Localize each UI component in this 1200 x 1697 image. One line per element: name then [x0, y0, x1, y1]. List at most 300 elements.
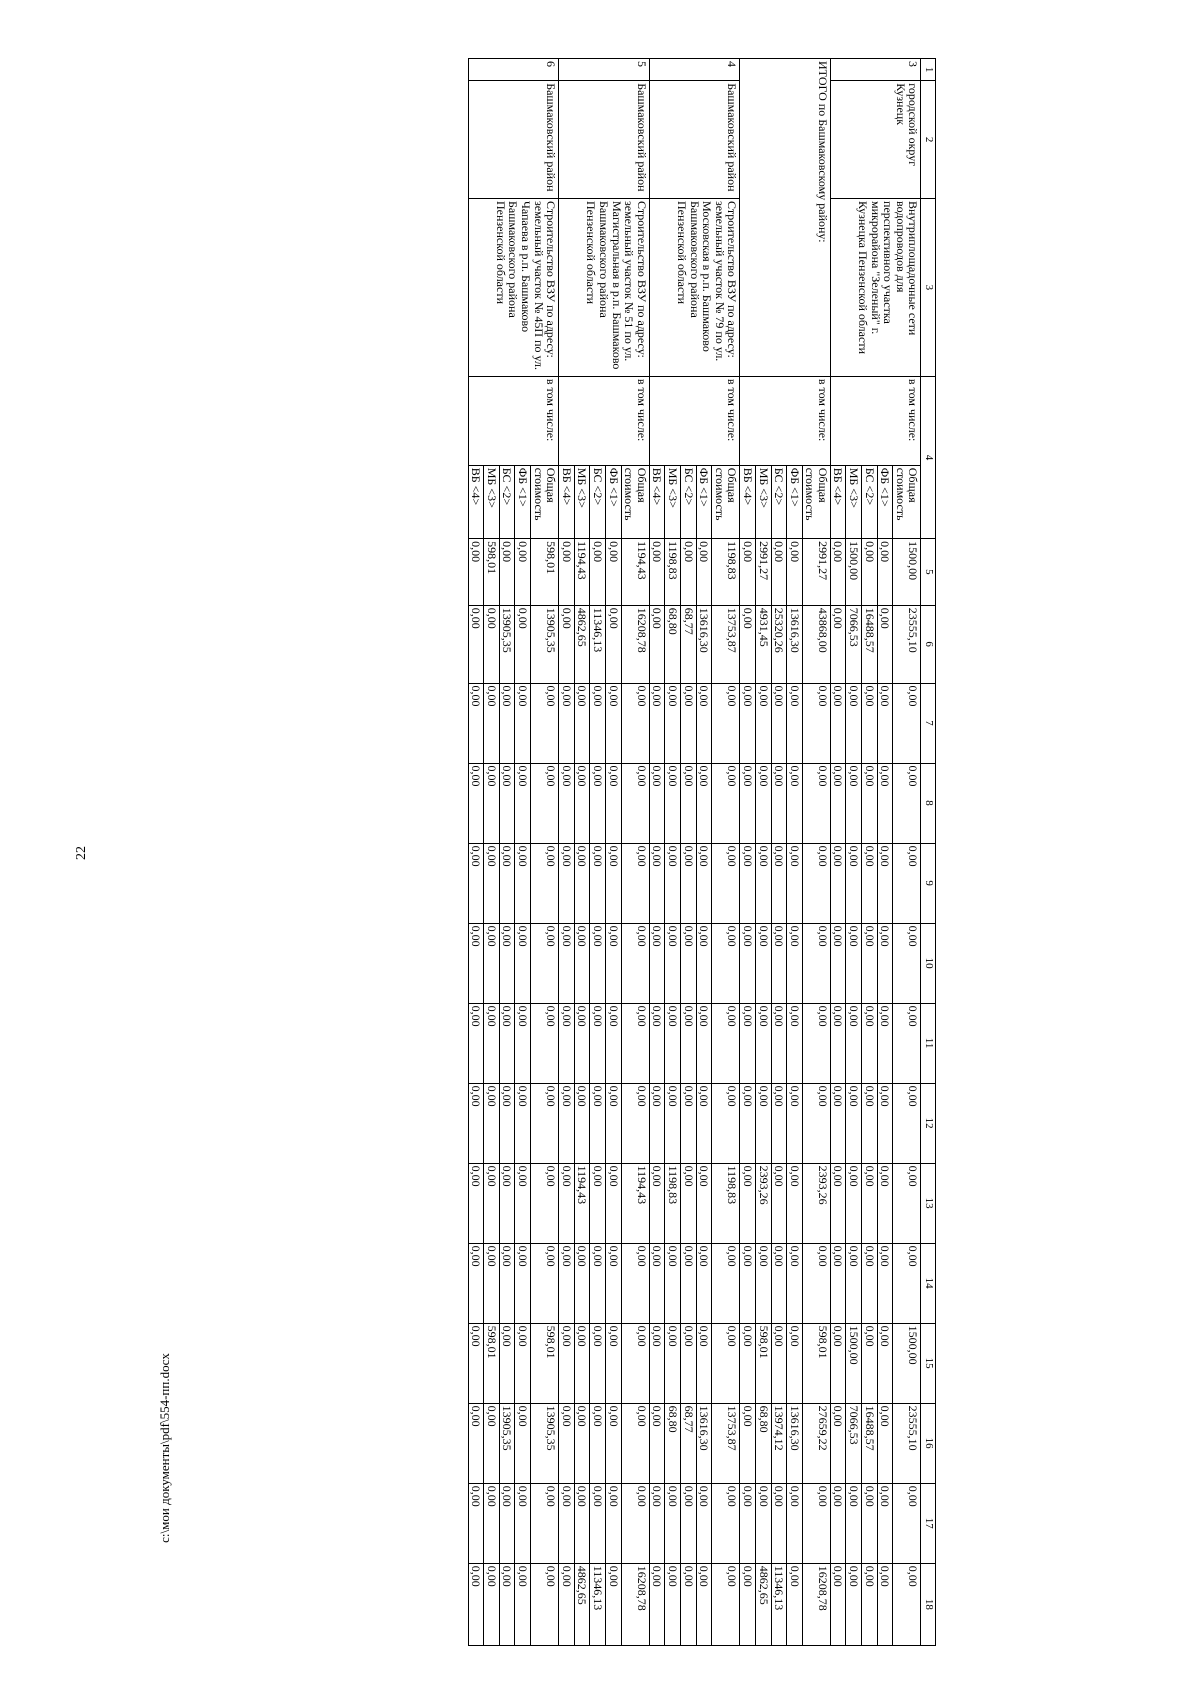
table-cell-value: 0,00 [712, 683, 740, 763]
table-cell-value: 16208,78 [802, 1563, 830, 1645]
table-cell-value: 0,00 [559, 763, 575, 843]
table-cell-value: 1194,43 [574, 539, 590, 606]
table-cell-value: 0,00 [740, 1403, 756, 1483]
table-cell-value: 0,00 [605, 605, 621, 683]
table-cell-value: 16488,57 [862, 1403, 878, 1483]
table-cell-value: 0,00 [893, 1563, 921, 1645]
table-cell-value: 0,00 [590, 539, 606, 606]
table-cell-value: 0,00 [802, 843, 830, 923]
table-cell-value: 0,00 [755, 683, 771, 763]
table-cell-value: 0,00 [468, 1403, 484, 1483]
table-cell-value: 0,00 [665, 843, 681, 923]
table-cell-value: 0,00 [484, 683, 500, 763]
table-cell-value: 0,00 [877, 1243, 893, 1323]
table-cell-value: 0,00 [893, 1483, 921, 1563]
table-cell-value: 0,00 [515, 1483, 531, 1563]
page-number: 22 [74, 846, 89, 860]
district-name: Башмаковский район [649, 81, 740, 199]
table-cell-value: 0,00 [696, 1163, 712, 1243]
table-cell-value: 0,00 [515, 923, 531, 1003]
table-cell-value: 0,00 [740, 763, 756, 843]
table-cell-value: 0,00 [590, 1243, 606, 1323]
table-cell-value: 0,00 [680, 763, 696, 843]
table-cell-value: 0,00 [649, 843, 665, 923]
table-cell-value: 0,00 [846, 1083, 862, 1163]
table-cell-value: 0,00 [846, 1243, 862, 1323]
table-cell-value: 0,00 [649, 1003, 665, 1083]
table-cell-value: 1198,83 [712, 539, 740, 606]
table-cell-value: 0,00 [787, 1323, 803, 1403]
table-cell-value: 0,00 [605, 539, 621, 606]
table-cell-value: 0,00 [605, 1003, 621, 1083]
table-cell-value: 1500,00 [893, 1323, 921, 1403]
table-cell-value: 0,00 [559, 1163, 575, 1243]
column-number: 4 [921, 376, 936, 538]
table-cell-value: 1500,00 [846, 1323, 862, 1403]
funding-source-label: ВБ <4> [830, 465, 846, 538]
column-number: 7 [921, 683, 936, 763]
table-cell-value: 13905,35 [499, 605, 515, 683]
table-cell-value: 0,00 [468, 1483, 484, 1563]
table-cell-value: 2393,26 [802, 1163, 830, 1243]
table-cell-value: 0,00 [771, 843, 787, 923]
table-cell-value: 0,00 [712, 763, 740, 843]
table-cell-value: 0,00 [877, 683, 893, 763]
table-cell-value: 0,00 [680, 539, 696, 606]
table-cell-value: 0,00 [787, 539, 803, 606]
table-cell-value: 0,00 [605, 1563, 621, 1645]
table-cell-value: 0,00 [755, 843, 771, 923]
table-cell-value: 0,00 [499, 763, 515, 843]
table-cell-value: 0,00 [665, 763, 681, 843]
table-cell-value: 598,01 [531, 1323, 559, 1403]
table-cell-value: 1198,83 [712, 1163, 740, 1243]
column-number: 2 [921, 81, 936, 199]
table-cell-value: 0,00 [649, 1243, 665, 1323]
table-cell-value: 0,00 [621, 763, 649, 843]
column-number: 13 [921, 1163, 936, 1243]
table-cell-value: 0,00 [830, 923, 846, 1003]
table-cell-value: 0,00 [877, 1083, 893, 1163]
table-cell-value: 0,00 [893, 843, 921, 923]
table-cell-value: 0,00 [877, 1403, 893, 1483]
table-cell-value: 0,00 [559, 1243, 575, 1323]
table-cell-value: 1198,83 [665, 539, 681, 606]
table-cell-value: 0,00 [740, 539, 756, 606]
table-row [712, 59, 740, 1646]
table-cell-value: 0,00 [605, 843, 621, 923]
table-cell-value: 0,00 [621, 923, 649, 1003]
table-cell-value: 0,00 [468, 1563, 484, 1645]
table-cell-value: 68,80 [755, 1403, 771, 1483]
funding-source-label: МБ <3> [846, 465, 862, 538]
funding-source-label: БС <2> [680, 465, 696, 538]
table-cell-value: 1194,43 [621, 1163, 649, 1243]
funding-source-label: БС <2> [862, 465, 878, 538]
table-cell-value: 0,00 [771, 1083, 787, 1163]
district-name: Башмаковский район [559, 81, 650, 199]
table-cell-value: 0,00 [755, 1243, 771, 1323]
table-cell-value: 0,00 [787, 1003, 803, 1083]
table-cell-value: 0,00 [515, 763, 531, 843]
table-cell-value: 0,00 [621, 1483, 649, 1563]
table-cell-value: 0,00 [755, 763, 771, 843]
table-cell-value: 0,00 [771, 683, 787, 763]
table-cell-value: 0,00 [531, 923, 559, 1003]
table-cell-value: 0,00 [696, 1083, 712, 1163]
funding-source-label: ФБ <1> [696, 465, 712, 538]
table-cell-value: 0,00 [893, 1083, 921, 1163]
table-cell-value: 13905,35 [499, 1403, 515, 1483]
district-name: городской округ Кузнецк [830, 81, 921, 199]
table-cell-value: 0,00 [484, 1243, 500, 1323]
table-cell-value: 0,00 [830, 683, 846, 763]
table-cell-value: 0,00 [484, 605, 500, 683]
table-cell-value: 4862,65 [574, 605, 590, 683]
table-cell-value: 0,00 [559, 539, 575, 606]
table-cell-value: 0,00 [574, 683, 590, 763]
table-cell-value: 0,00 [830, 1163, 846, 1243]
table-cell-value: 0,00 [712, 1483, 740, 1563]
table-cell-value: 0,00 [787, 763, 803, 843]
table-cell-value: 0,00 [468, 843, 484, 923]
table-cell-value: 0,00 [680, 1483, 696, 1563]
table-cell-value: 0,00 [877, 1003, 893, 1083]
table-cell-value: 16488,57 [862, 605, 878, 683]
table-cell-value: 0,00 [771, 1003, 787, 1083]
table-cell-value: 0,00 [559, 605, 575, 683]
table-cell-value: 0,00 [590, 1003, 606, 1083]
table-cell-value: 0,00 [574, 1003, 590, 1083]
table-cell-value: 0,00 [574, 763, 590, 843]
table-cell-value: 0,00 [605, 1403, 621, 1483]
table-cell-value: 0,00 [499, 683, 515, 763]
table-cell-value: 0,00 [484, 1483, 500, 1563]
table-cell-value: 13974,12 [771, 1403, 787, 1483]
table-cell-value: 0,00 [712, 1003, 740, 1083]
table-cell-value: 0,00 [771, 763, 787, 843]
table-cell-value: 0,00 [665, 683, 681, 763]
table-cell-value: 0,00 [605, 1163, 621, 1243]
table-cell-value: 0,00 [515, 1403, 531, 1483]
table-cell-value: 13616,30 [787, 605, 803, 683]
table-cell-value: 0,00 [877, 1163, 893, 1243]
table-cell-value: 68,80 [665, 1403, 681, 1483]
column-number-row [921, 59, 936, 1646]
table-cell-value: 0,00 [499, 923, 515, 1003]
table-cell-value: 0,00 [830, 1563, 846, 1645]
funding-source-label: Общая стоимость [893, 465, 921, 538]
total-label: ИТОГО по Башмаковскому району: [740, 59, 831, 377]
table-cell-value: 0,00 [590, 843, 606, 923]
table-cell-value: 0,00 [862, 1483, 878, 1563]
table-cell-value: 0,00 [484, 923, 500, 1003]
table-cell-value: 23555,10 [893, 1403, 921, 1483]
table-cell-value: 0,00 [802, 1083, 830, 1163]
table-cell-value: 0,00 [680, 843, 696, 923]
column-number: 5 [921, 539, 936, 606]
table-cell-value: 0,00 [862, 1163, 878, 1243]
table-cell-value: 0,00 [846, 923, 862, 1003]
table-cell-value: 598,01 [802, 1323, 830, 1403]
table-cell-value: 7066,53 [846, 605, 862, 683]
table-cell-value: 0,00 [621, 683, 649, 763]
table-cell-value: 0,00 [771, 1323, 787, 1403]
table-cell-value: 27659,22 [802, 1403, 830, 1483]
table-cell-value: 0,00 [590, 1163, 606, 1243]
table-cell-value: 43868,00 [802, 605, 830, 683]
table-cell-value: 0,00 [740, 1163, 756, 1243]
table-cell-value: 0,00 [621, 843, 649, 923]
table-cell-value: 0,00 [531, 683, 559, 763]
table-cell-value: 0,00 [499, 1003, 515, 1083]
table-cell-value: 13753,87 [712, 1403, 740, 1483]
table-cell-value: 7066,53 [846, 1403, 862, 1483]
table-cell-value: 0,00 [830, 605, 846, 683]
table-cell-value: 0,00 [696, 1563, 712, 1645]
table-cell-value: 0,00 [621, 1003, 649, 1083]
table-cell-value: 0,00 [515, 1323, 531, 1403]
table-cell-value: 0,00 [787, 1083, 803, 1163]
table-cell-value: 0,00 [846, 763, 862, 843]
table-cell-value: 0,00 [499, 1163, 515, 1243]
table-cell-value: 0,00 [574, 1243, 590, 1323]
table-cell-value: 0,00 [696, 763, 712, 843]
table-cell-value: 0,00 [862, 1003, 878, 1083]
table-cell-value: 0,00 [755, 1483, 771, 1563]
table-cell-value: 0,00 [499, 1563, 515, 1645]
table-cell-value: 0,00 [484, 1563, 500, 1645]
table-cell-value: 13616,30 [696, 1403, 712, 1483]
table-cell-value: 0,00 [649, 1323, 665, 1403]
table-cell-value: 0,00 [665, 1083, 681, 1163]
column-number: 12 [921, 1083, 936, 1163]
table-cell-value: 0,00 [787, 1563, 803, 1645]
table-cell-value: 0,00 [515, 605, 531, 683]
table-cell-value: 0,00 [515, 1083, 531, 1163]
table-cell-value: 0,00 [468, 605, 484, 683]
table-cell-value: 0,00 [862, 1083, 878, 1163]
table-cell-value: 0,00 [787, 683, 803, 763]
table-cell-value: 0,00 [574, 1323, 590, 1403]
table-cell-value: 0,00 [862, 683, 878, 763]
table-cell-value: 13905,35 [531, 1403, 559, 1483]
table-cell-value: 0,00 [740, 1003, 756, 1083]
table-cell-value: 0,00 [531, 1563, 559, 1645]
table-cell-value: 0,00 [665, 1563, 681, 1645]
column-number: 17 [921, 1483, 936, 1563]
table-cell-value: 13905,35 [531, 605, 559, 683]
column-number: 14 [921, 1243, 936, 1323]
funding-source-label: МБ <3> [755, 465, 771, 538]
table-cell-value: 0,00 [649, 1163, 665, 1243]
table-cell-value: 0,00 [590, 763, 606, 843]
table-cell-value: 0,00 [649, 539, 665, 606]
table-cell-value: 4931,45 [755, 605, 771, 683]
in-total-label: в том числе: [830, 376, 921, 465]
table-cell-value: 0,00 [893, 1243, 921, 1323]
table-cell-value: 0,00 [484, 843, 500, 923]
table-cell-value: 0,00 [862, 539, 878, 606]
table-cell-value: 0,00 [649, 1483, 665, 1563]
table-cell-value: 0,00 [649, 1083, 665, 1163]
table-cell-value: 0,00 [649, 1563, 665, 1645]
table-cell-value: 16208,78 [621, 1563, 649, 1645]
table-cell-value: 0,00 [830, 1323, 846, 1403]
table-cell-value: 0,00 [830, 843, 846, 923]
table-cell-value: 0,00 [531, 1483, 559, 1563]
table-row [531, 59, 559, 1646]
table-cell-value: 68,80 [665, 605, 681, 683]
table-cell-value: 0,00 [499, 539, 515, 606]
table-cell-value: 0,00 [665, 1323, 681, 1403]
table-cell-value: 0,00 [802, 763, 830, 843]
funding-source-label: БС <2> [590, 465, 606, 538]
table-cell-value: 0,00 [665, 923, 681, 1003]
table-cell-value: 0,00 [862, 1563, 878, 1645]
table-cell-value: 0,00 [605, 1243, 621, 1323]
table-cell-value: 0,00 [712, 923, 740, 1003]
table-cell-value: 0,00 [740, 605, 756, 683]
table-cell-value: 598,01 [484, 539, 500, 606]
table-cell-value: 0,00 [740, 1323, 756, 1403]
funding-source-label: ВБ <4> [559, 465, 575, 538]
table-row [802, 59, 830, 1646]
table-cell-value: 0,00 [846, 1483, 862, 1563]
funding-source-label: ВБ <4> [740, 465, 756, 538]
table-cell-value: 0,00 [877, 763, 893, 843]
table-cell-value: 0,00 [846, 683, 862, 763]
table-cell-value: 0,00 [515, 1243, 531, 1323]
table-cell-value: 0,00 [712, 1243, 740, 1323]
table-cell-value: 0,00 [680, 923, 696, 1003]
table-cell-value: 0,00 [499, 1483, 515, 1563]
table-cell-value: 4862,65 [574, 1563, 590, 1645]
table-cell-value: 0,00 [559, 1563, 575, 1645]
table-cell-value: 0,00 [590, 1483, 606, 1563]
table-cell-value: 0,00 [499, 1323, 515, 1403]
funding-source-label: Общая стоимость [621, 465, 649, 538]
table-cell-value: 0,00 [696, 843, 712, 923]
table-cell-value: 0,00 [531, 763, 559, 843]
table-cell-value: 0,00 [755, 1083, 771, 1163]
table-cell-value: 0,00 [605, 1483, 621, 1563]
row-number: 6 [468, 59, 559, 81]
table-cell-value: 0,00 [468, 1323, 484, 1403]
table-cell-value: 2393,26 [755, 1163, 771, 1243]
table-cell-value: 0,00 [802, 1483, 830, 1563]
table-cell-value: 0,00 [862, 1323, 878, 1403]
table-cell-value: 0,00 [877, 923, 893, 1003]
table-cell-value: 0,00 [740, 923, 756, 1003]
table-cell-value: 0,00 [605, 763, 621, 843]
project-name: Строительство ВЗУ по адресу: земельный участок № 51 по ул. Магистральная в р.п. Башмаково Башмаковского района Пензенской области [559, 199, 650, 377]
table-cell-value: 0,00 [468, 539, 484, 606]
table-cell-value: 0,00 [680, 1323, 696, 1403]
table-cell-value: 0,00 [621, 1323, 649, 1403]
in-total-label: в том числе: [649, 376, 740, 465]
table-cell-value: 0,00 [574, 843, 590, 923]
table-cell-value: 0,00 [605, 1323, 621, 1403]
table-cell-value: 0,00 [862, 763, 878, 843]
table-row [621, 59, 649, 1646]
table-cell-value: 25320,26 [771, 605, 787, 683]
table-cell-value: 0,00 [830, 1403, 846, 1483]
table-cell-value: 0,00 [621, 1243, 649, 1323]
in-total-label: в том числе: [559, 376, 650, 465]
table-cell-value: 0,00 [531, 1163, 559, 1243]
table-cell-value: 0,00 [665, 1243, 681, 1323]
column-number: 15 [921, 1323, 936, 1403]
table-cell-value: 0,00 [696, 923, 712, 1003]
funding-source-label: Общая стоимость [802, 465, 830, 538]
table-cell-value: 0,00 [893, 683, 921, 763]
funding-source-label: ФБ <1> [787, 465, 803, 538]
row-number: 4 [649, 59, 740, 81]
column-number: 1 [921, 59, 936, 81]
funding-source-label: МБ <3> [484, 465, 500, 538]
table-cell-value: 0,00 [802, 923, 830, 1003]
table-cell-value: 1500,00 [846, 539, 862, 606]
table-cell-value: 0,00 [605, 1083, 621, 1163]
table-cell-value: 0,00 [755, 1003, 771, 1083]
table-cell-value: 0,00 [531, 843, 559, 923]
table-cell-value: 0,00 [515, 1163, 531, 1243]
table-cell-value: 0,00 [680, 1563, 696, 1645]
table-cell-value: 0,00 [649, 763, 665, 843]
table-cell-value: 0,00 [712, 1563, 740, 1645]
table-cell-value: 1194,43 [574, 1163, 590, 1243]
table-cell-value: 0,00 [484, 1163, 500, 1243]
table-cell-value: 0,00 [665, 1003, 681, 1083]
table-cell-value: 0,00 [862, 843, 878, 923]
funding-source-label: БС <2> [499, 465, 515, 538]
funding-source-label: МБ <3> [665, 465, 681, 538]
table-cell-value: 0,00 [712, 843, 740, 923]
column-number: 18 [921, 1563, 936, 1645]
table-cell-value: 0,00 [862, 1243, 878, 1323]
funding-source-label: МБ <3> [574, 465, 590, 538]
table-cell-value: 0,00 [740, 1483, 756, 1563]
table-cell-value: 0,00 [740, 843, 756, 923]
table-cell-value: 0,00 [771, 1243, 787, 1323]
table-cell-value: 0,00 [621, 1403, 649, 1483]
in-total-label: в том числе: [468, 376, 559, 465]
table-cell-value: 0,00 [515, 1003, 531, 1083]
table-cell-value: 0,00 [680, 683, 696, 763]
column-number: 11 [921, 1003, 936, 1083]
table-cell-value: 0,00 [484, 1003, 500, 1083]
table-cell-value: 0,00 [680, 1083, 696, 1163]
table-cell-value: 0,00 [893, 1163, 921, 1243]
table-cell-value: 0,00 [605, 923, 621, 1003]
table-cell-value: 0,00 [893, 763, 921, 843]
funding-source-label: ФБ <1> [515, 465, 531, 538]
table-cell-value: 0,00 [559, 1403, 575, 1483]
table-cell-value: 0,00 [468, 1163, 484, 1243]
funding-source-label: ВБ <4> [649, 465, 665, 538]
table-cell-value: 0,00 [574, 923, 590, 1003]
column-number: 10 [921, 923, 936, 1003]
funding-source-label: ВБ <4> [468, 465, 484, 538]
table-cell-value: 0,00 [877, 1483, 893, 1563]
table-cell-value: 0,00 [531, 1003, 559, 1083]
table-cell-value: 11346,13 [590, 605, 606, 683]
table-cell-value: 0,00 [605, 683, 621, 763]
table-cell-value: 0,00 [484, 763, 500, 843]
table-cell-value: 0,00 [740, 1563, 756, 1645]
table-cell-value: 0,00 [590, 1323, 606, 1403]
